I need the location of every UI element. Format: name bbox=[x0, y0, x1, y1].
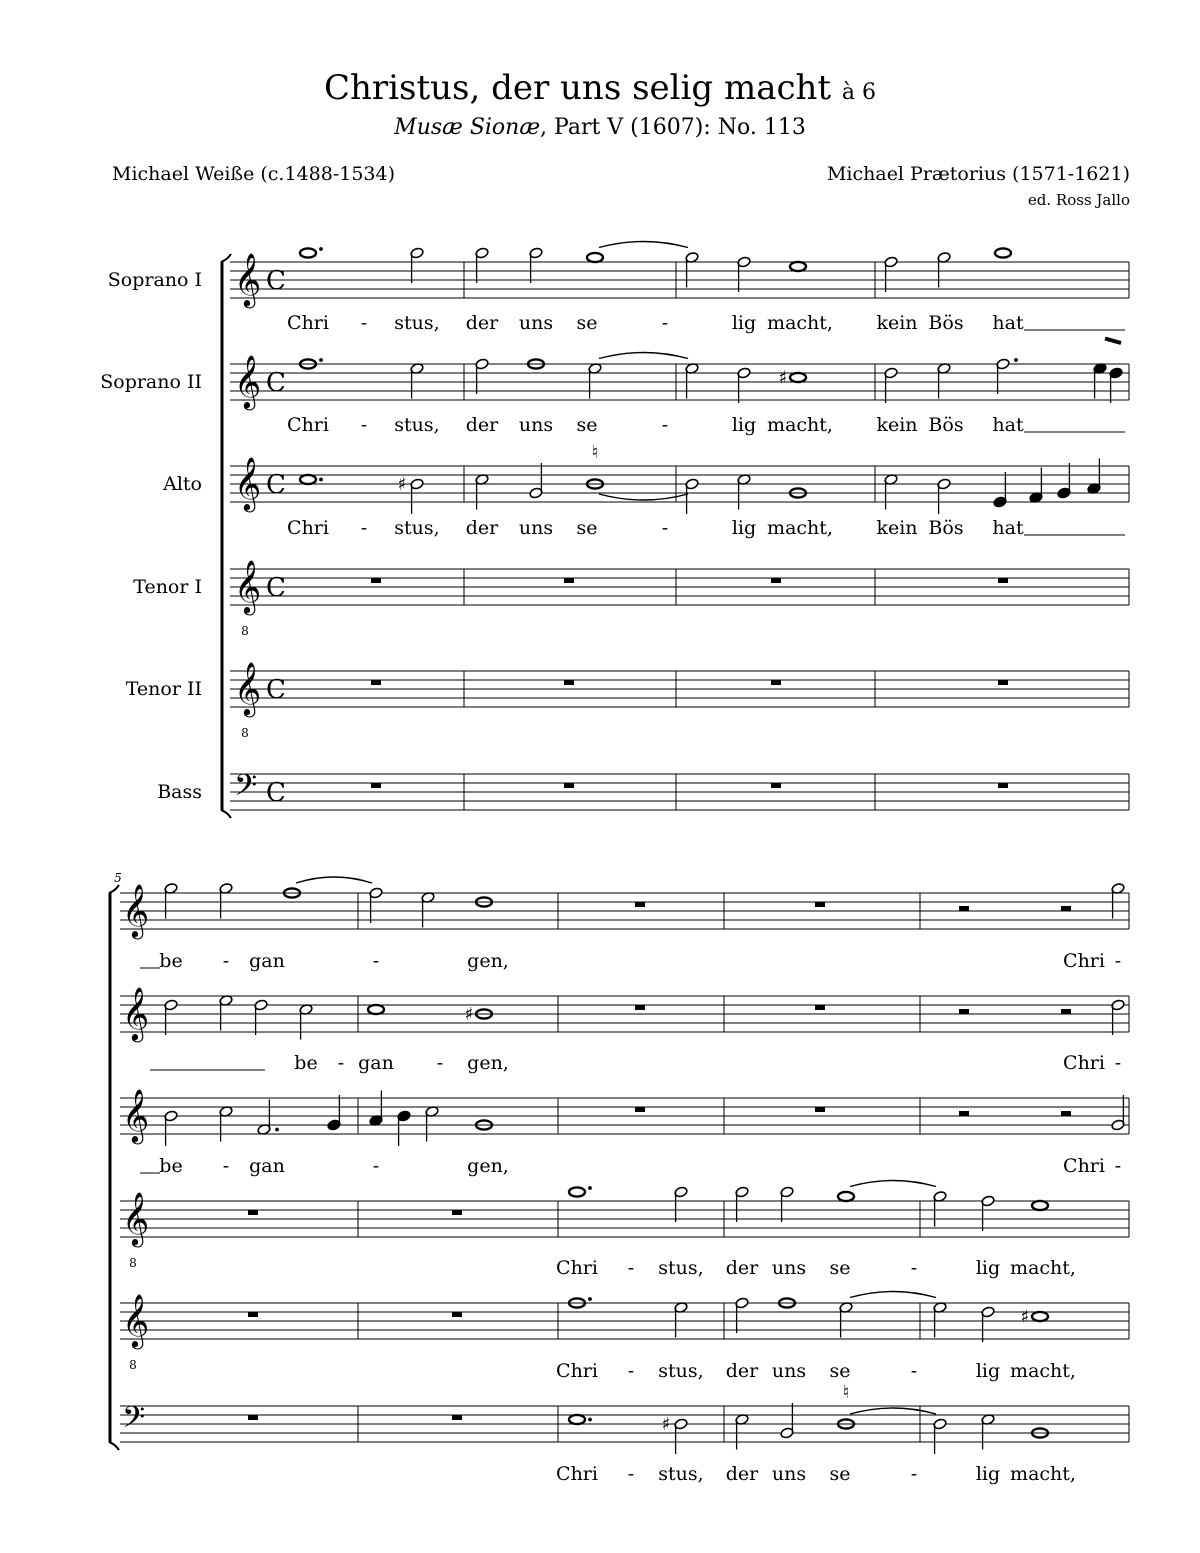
s2-sys1-lyric-1: - bbox=[360, 414, 368, 436]
whole-note bbox=[300, 248, 316, 257]
s2-sys1-lyric-5: se bbox=[576, 414, 598, 436]
voice-label-4: Tenor I bbox=[133, 576, 202, 598]
whole-rest bbox=[998, 680, 1008, 685]
s1-sys2-lyric-0: be bbox=[159, 950, 183, 972]
treble-clef-icon: 𝄞 bbox=[234, 252, 262, 306]
title-text: Christus, der uns selig macht bbox=[323, 68, 832, 108]
tie-curve bbox=[296, 877, 372, 883]
s2-sys1-lyric-10: Bös bbox=[928, 414, 964, 436]
tie-curve bbox=[850, 1181, 936, 1187]
voice-label-5: Tenor II bbox=[125, 678, 202, 700]
staff-s2-2 bbox=[120, 996, 1129, 1032]
whole-rest bbox=[635, 1005, 645, 1010]
s1-sys1-lyric-3: der bbox=[465, 312, 499, 334]
whole-rest bbox=[564, 578, 574, 583]
t1-sys2-lyric-5: se bbox=[829, 1257, 851, 1279]
treble-clef-icon: 𝄞 bbox=[234, 559, 262, 613]
s1-sys2-lyric-4: gen, bbox=[467, 950, 509, 972]
whole-rest bbox=[998, 783, 1008, 788]
editor-credit: ed. Ross Jallo bbox=[1027, 191, 1130, 209]
whole-note bbox=[838, 1192, 854, 1201]
s2-sys2-lyric-6: - bbox=[1114, 1052, 1122, 1074]
whole-rest bbox=[815, 1107, 825, 1112]
t2-sys2-lyric-1: - bbox=[627, 1360, 635, 1382]
s2-sys2-lyric-2: gan bbox=[358, 1052, 394, 1074]
s2-sys2-lyric-3: - bbox=[436, 1052, 444, 1074]
tie-curve bbox=[599, 494, 688, 500]
sharp-icon: ♯ bbox=[661, 1414, 671, 1435]
whole-note bbox=[790, 373, 806, 382]
alto-sys1-lyric-6: - bbox=[661, 517, 669, 539]
t2-sys2-lyric-4: uns bbox=[771, 1360, 807, 1382]
whole-note bbox=[995, 248, 1011, 257]
dot-mark bbox=[1014, 358, 1018, 362]
alto-sys1-lyric-5: se bbox=[576, 517, 598, 539]
dot-mark bbox=[588, 1297, 592, 1301]
whole-rest bbox=[815, 1005, 825, 1010]
treble-clef-icon: 𝄞 bbox=[122, 1088, 150, 1142]
alto-sys1-lyric-3: der bbox=[465, 517, 499, 539]
alto-sys1-lyric-1: - bbox=[360, 517, 368, 539]
sharp-icon: ♯ bbox=[464, 1004, 474, 1025]
s1-sys2-lyric-3: - bbox=[372, 950, 380, 972]
dot-mark bbox=[319, 478, 323, 482]
alto-sys2-lyric-0: be bbox=[159, 1155, 183, 1177]
t2-sys2-lyric-2: stus, bbox=[658, 1360, 704, 1382]
whole-note bbox=[569, 1187, 585, 1196]
dot-mark bbox=[319, 247, 323, 251]
octave-8-marker: 8 bbox=[241, 624, 249, 638]
whole-note bbox=[368, 1005, 384, 1014]
whole-note bbox=[1032, 1312, 1048, 1321]
s2-sys2-lyric-4: gen, bbox=[467, 1052, 509, 1074]
t1-sys2-lyric-3: der bbox=[725, 1257, 759, 1279]
measure-number: 5 bbox=[114, 871, 122, 885]
poet-credit: Michael Weiße (c.1488-1534) bbox=[112, 163, 396, 185]
bass-sys2-lyric-8: macht, bbox=[1010, 1463, 1076, 1485]
octave-8-marker: 8 bbox=[129, 1358, 137, 1372]
alto-sys2-lyric-1: - bbox=[222, 1155, 230, 1177]
whole-note bbox=[1032, 1201, 1048, 1210]
half-rest bbox=[959, 906, 969, 911]
time-signature: C bbox=[266, 266, 286, 296]
whole-rest bbox=[248, 1415, 258, 1420]
s1-sys1-lyric-2: stus, bbox=[394, 312, 440, 334]
half-rest bbox=[1061, 906, 1071, 911]
whole-note bbox=[587, 253, 603, 262]
s2-sys2-lyric-0: be bbox=[294, 1052, 318, 1074]
s1-sys1-lyric-6: - bbox=[661, 312, 669, 334]
s1-sys1-lyric-4: uns bbox=[518, 312, 554, 334]
tie-curve bbox=[850, 1408, 936, 1414]
sharp-icon: ♯ bbox=[397, 474, 407, 495]
treble-clef-icon: 𝄞 bbox=[234, 661, 262, 715]
alto-sys1-lyric-4: uns bbox=[518, 517, 554, 539]
whole-rest bbox=[564, 680, 574, 685]
sharp-icon: ♯ bbox=[778, 367, 788, 389]
s2-sys1-lyric-6: - bbox=[661, 414, 669, 436]
voice-label-6: Bass bbox=[157, 781, 202, 803]
staff-s2-4 bbox=[120, 1201, 1129, 1237]
treble-clef-icon: 𝄞 bbox=[234, 456, 262, 510]
s1-sys1-lyric-11: hat bbox=[992, 312, 1024, 334]
treble-clef-icon: 𝄞 bbox=[122, 883, 150, 937]
s2-sys1-lyric-8: macht, bbox=[767, 414, 833, 436]
dot-mark bbox=[588, 1186, 592, 1190]
composer-credit: Michael Prætorius (1571-1621) bbox=[826, 163, 1130, 185]
s2-sys1-lyric-11: hat bbox=[992, 414, 1024, 436]
whole-rest bbox=[371, 680, 381, 685]
time-signature: C bbox=[266, 368, 286, 398]
s2-sys1-lyric-4: uns bbox=[518, 414, 554, 436]
half-rest bbox=[959, 1111, 969, 1116]
staff-1 bbox=[230, 262, 1129, 298]
time-signature: C bbox=[266, 573, 286, 603]
bass-sys2-lyric-0: Chri bbox=[556, 1463, 598, 1485]
s1-sys1-lyric-8: macht, bbox=[767, 312, 833, 334]
s2-sys1-lyric-2: stus, bbox=[394, 414, 440, 436]
whole-rest bbox=[771, 680, 781, 685]
t2-sys2-lyric-3: der bbox=[725, 1360, 759, 1382]
whole-note bbox=[300, 475, 316, 484]
whole-rest bbox=[815, 902, 825, 907]
t1-sys2-lyric-2: stus, bbox=[658, 1257, 704, 1279]
t2-sys2-lyric-6: - bbox=[910, 1360, 918, 1382]
s1-sys1-lyric-9: kein bbox=[876, 312, 918, 334]
s2-sys1-lyric-7: lig bbox=[731, 414, 757, 436]
staff-2 bbox=[230, 364, 1129, 400]
alto-sys1-lyric-8: macht, bbox=[767, 517, 833, 539]
t2-sys2-lyric-8: macht, bbox=[1010, 1360, 1076, 1382]
s1-sys2-lyric-5: Chri bbox=[1063, 950, 1105, 972]
alto-sys2-lyric-3: - bbox=[372, 1155, 380, 1177]
alto-sys1-lyric-2: stus, bbox=[394, 517, 440, 539]
half-rest bbox=[1061, 1111, 1071, 1116]
treble-clef-icon: 𝄞 bbox=[122, 986, 150, 1040]
t1-sys2-lyric-0: Chri bbox=[556, 1257, 598, 1279]
s1-sys1-lyric-1: - bbox=[360, 312, 368, 334]
staff-s2-6 bbox=[120, 1406, 1129, 1442]
s1-sys1-lyric-0: Chri bbox=[287, 312, 329, 334]
s1-sys1-lyric-7: lig bbox=[731, 312, 757, 334]
s1-sys1-lyric-10: Bös bbox=[928, 312, 964, 334]
staff-s2-3 bbox=[120, 1098, 1129, 1134]
whole-rest bbox=[371, 783, 381, 788]
t1-sys2-lyric-8: macht, bbox=[1010, 1257, 1076, 1279]
staff-5 bbox=[230, 671, 1129, 707]
whole-rest bbox=[635, 902, 645, 907]
bass-sys2-lyric-2: stus, bbox=[658, 1463, 704, 1485]
alto-sys1-lyric-0: Chri bbox=[287, 517, 329, 539]
natural-icon: ♮ bbox=[591, 442, 599, 463]
alto-sys1-lyric-10: Bös bbox=[928, 517, 964, 539]
t1-sys2-lyric-6: - bbox=[910, 1257, 918, 1279]
treble-clef-icon: 𝄞 bbox=[234, 354, 262, 408]
bracket-hook bbox=[109, 1442, 119, 1450]
whole-rest bbox=[771, 783, 781, 788]
whole-rest bbox=[452, 1415, 462, 1420]
natural-icon: ♮ bbox=[842, 1382, 850, 1403]
bracket-hook bbox=[109, 885, 119, 893]
collection-detail: , Part V (1607): No. 113 bbox=[540, 115, 806, 140]
alto-sys2-lyric-4: gen, bbox=[467, 1155, 509, 1177]
treble-clef-icon: 𝄞 bbox=[122, 1191, 150, 1245]
sharp-icon: ♯ bbox=[1020, 1306, 1030, 1328]
dot-mark bbox=[588, 1418, 592, 1422]
bracket-hook bbox=[221, 254, 231, 262]
bass-sys2-lyric-7: lig bbox=[975, 1463, 1001, 1485]
whole-rest bbox=[452, 1210, 462, 1215]
bass-clef-icon: 𝄢 bbox=[122, 1401, 146, 1442]
collection-name: Musæ Sionæ bbox=[394, 115, 541, 140]
half-rest bbox=[959, 1009, 969, 1014]
tie-curve bbox=[599, 353, 688, 359]
voice-label-1: Soprano I bbox=[107, 269, 202, 291]
s1-sys2-lyric-6: - bbox=[1114, 950, 1122, 972]
s1-sys1-lyric-5: se bbox=[576, 312, 598, 334]
bass-sys2-lyric-1: - bbox=[627, 1463, 635, 1485]
s1-sys2-lyric-1: - bbox=[222, 950, 230, 972]
whole-rest bbox=[248, 1312, 258, 1317]
voice-label-3: Alto bbox=[163, 473, 202, 495]
title-suffix: à 6 bbox=[841, 80, 877, 105]
staff-6 bbox=[230, 774, 1129, 810]
bass-clef-icon: 𝄢 bbox=[234, 769, 258, 810]
half-rest bbox=[1061, 1009, 1071, 1014]
s2-sys1-lyric-0: Chri bbox=[287, 414, 329, 436]
alto-sys1-lyric-11: hat bbox=[992, 517, 1024, 539]
time-signature: C bbox=[266, 675, 286, 705]
octave-8-marker: 8 bbox=[129, 1256, 137, 1270]
time-signature: C bbox=[266, 470, 286, 500]
bass-sys2-lyric-6: - bbox=[910, 1463, 918, 1485]
treble-clef-icon: 𝄞 bbox=[122, 1293, 150, 1347]
t1-sys2-lyric-4: uns bbox=[771, 1257, 807, 1279]
s1-sys2-lyric-2: gan bbox=[249, 950, 285, 972]
staff-s2-5 bbox=[120, 1303, 1129, 1339]
dot-mark bbox=[319, 358, 323, 362]
whole-rest bbox=[248, 1210, 258, 1215]
whole-rest bbox=[452, 1312, 462, 1317]
alto-sys2-lyric-5: Chri bbox=[1063, 1155, 1105, 1177]
t2-sys2-lyric-0: Chri bbox=[556, 1360, 598, 1382]
whole-note bbox=[569, 1415, 585, 1424]
alto-sys2-lyric-6: - bbox=[1114, 1155, 1122, 1177]
s2-sys1-lyric-3: der bbox=[465, 414, 499, 436]
whole-rest bbox=[564, 783, 574, 788]
octave-8-marker: 8 bbox=[241, 726, 249, 740]
bass-sys2-lyric-4: uns bbox=[771, 1463, 807, 1485]
whole-rest bbox=[371, 578, 381, 583]
alto-sys1-lyric-7: lig bbox=[731, 517, 757, 539]
voice-label-2: Soprano II bbox=[100, 371, 202, 393]
tie-curve bbox=[599, 242, 688, 248]
t1-sys2-lyric-1: - bbox=[627, 1257, 635, 1279]
beam bbox=[1105, 339, 1121, 344]
alto-sys2-lyric-2: gan bbox=[249, 1155, 285, 1177]
staff-s2-1 bbox=[120, 893, 1129, 929]
bracket-hook bbox=[221, 810, 231, 818]
s2-sys2-lyric-5: Chri bbox=[1063, 1052, 1105, 1074]
bass-sys2-lyric-5: se bbox=[829, 1463, 851, 1485]
t1-sys2-lyric-7: lig bbox=[975, 1257, 1001, 1279]
bass-sys2-lyric-3: der bbox=[725, 1463, 759, 1485]
s2-sys1-lyric-9: kein bbox=[876, 414, 918, 436]
staff-4 bbox=[230, 569, 1129, 605]
dot-mark bbox=[275, 1128, 279, 1132]
time-signature: C bbox=[266, 778, 286, 808]
t2-sys2-lyric-7: lig bbox=[975, 1360, 1001, 1382]
whole-rest bbox=[998, 578, 1008, 583]
whole-rest bbox=[771, 578, 781, 583]
t2-sys2-lyric-5: se bbox=[829, 1360, 851, 1382]
s2-sys2-lyric-1: - bbox=[337, 1052, 345, 1074]
whole-note bbox=[790, 262, 806, 271]
whole-rest bbox=[635, 1107, 645, 1112]
tie-curve bbox=[850, 1292, 936, 1298]
alto-sys1-lyric-9: kein bbox=[876, 517, 918, 539]
